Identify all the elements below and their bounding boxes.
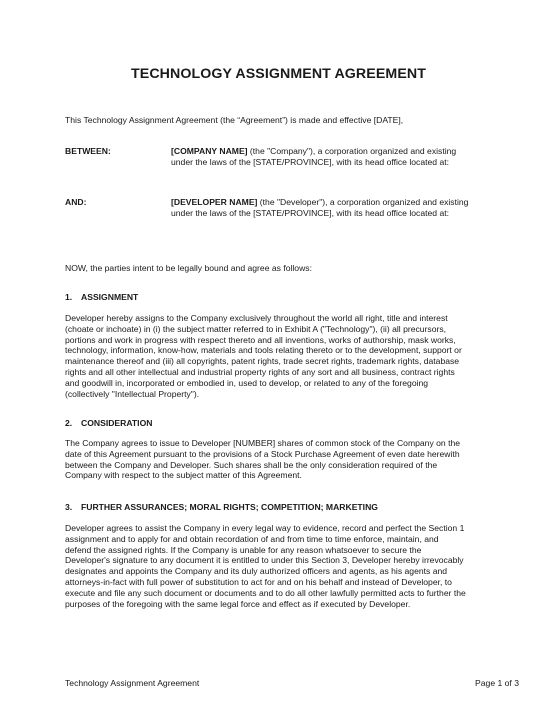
document-title: TECHNOLOGY ASSIGNMENT AGREEMENT <box>130 66 426 82</box>
body-line: Developer agrees to assist the Company in every legal way to evidence, record and perfect the Section 1 <box>65 523 465 533</box>
body-line: maintenance thereof and (iii) all copyrights, patent rights, trade secret rights, trademark rights, database <box>65 356 460 367</box>
section-number: 2. <box>65 418 73 428</box>
section-heading-consideration <box>65 418 152 429</box>
body-line: date of this Agreement pursuant to the provisions of a Stock Purchase Agreement of even date herewith <box>65 448 460 459</box>
body-line: Company with respect to the subject matter of this Agreement. <box>65 470 302 481</box>
footer-document-name: Technology Assignment Agreement <box>65 678 200 688</box>
intro-paragraph: This Technology Assignment Agreement (the “Agreement”) is made and effective [DATE], <box>65 115 404 125</box>
body-line: defend the assigned rights. If the Company is unable for any reason whatsoever to secure the <box>65 544 422 555</box>
company-name-placeholder: [COMPANY NAME] <box>171 146 248 156</box>
body-line: assignment and to apply for and obtain recordation of and from time to time enforce, maintain, and <box>65 533 439 544</box>
and-line-2: under the laws of the [STATE/PROVINCE], with its head office located at: <box>171 207 449 218</box>
body-line: execute and file any such document or documents and to do all other lawfully permitted acts to further the <box>65 587 466 598</box>
section-title: FURTHER ASSURANCES; MORAL RIGHTS; COMPETITION; MARKETING <box>81 502 378 512</box>
section-title: ASSIGNMENT <box>81 292 139 302</box>
body-line: purposes of the foregoing with the same legal force and effect as if executed by Developer. <box>65 598 411 609</box>
section-body-consideration <box>65 438 460 481</box>
body-line: (choate or inchoate) in (i) the subject matter referred to in Exhibit A ("Technology"), (ii) all precursors, <box>65 323 447 334</box>
footer-page-number: Page 1 of 3 <box>475 678 519 688</box>
developer-name-placeholder: [DEVELOPER NAME] <box>171 197 258 207</box>
body-line: designates and appoints the Company and its duly authorized officers and agents, as his agents and <box>65 566 448 577</box>
body-line: Developer hereby assigns to the Company exclusively throughout the world all right, title and interest <box>65 313 448 323</box>
body-line: technology, information, know-how, materials and tools relating thereto or to the development, support or <box>65 345 462 356</box>
section-heading-further-assurances <box>65 502 378 513</box>
section-body-further-assurances <box>65 523 466 609</box>
between-party-block <box>171 146 456 168</box>
body-line: (collectively "Intellectual Property"). <box>65 388 200 399</box>
and-line-1-rest: (the "Developer"), a corporation organized and existing <box>257 197 469 207</box>
body-line: rights and all other intellectual and industrial property rights of any sort and all business, contract rights <box>65 366 455 377</box>
section-heading-assignment <box>65 292 138 303</box>
body-line: portions and work in progress with respect thereto and all inventions, works of authorship, mask works, <box>65 334 456 345</box>
between-line-2: under the laws of the [STATE/PROVINCE], with its head office located at: <box>171 156 449 167</box>
body-line: and goodwill in, incorporated or embodied in, used to develop, or related to any of the foregoing <box>65 377 429 388</box>
body-line: between the Company and Developer. Such shares shall be the only consideration required of the <box>65 459 438 470</box>
section-number: 1. <box>65 292 73 302</box>
between-line-1-rest: (the "Company"), a corporation organized and existing <box>247 146 457 156</box>
and-label: AND: <box>65 197 87 207</box>
body-line: The Company agrees to issue to Developer [NUMBER] shares of common stock of the Company on the <box>65 438 461 448</box>
and-party-block <box>171 197 468 219</box>
section-title: CONSIDERATION <box>81 418 153 428</box>
between-line-1 <box>171 146 456 157</box>
body-line: attorneys-in-fact with full power of substitution to act for and on his behalf and instead of Developer, to <box>65 576 452 587</box>
body-line: Developer's signature to any document it is entitled to under this Section 3, Developer hereby irrevocably <box>65 555 464 566</box>
parties-intent-paragraph: NOW, the parties intent to be legally bound and agree as follows: <box>65 263 312 273</box>
between-label: BETWEEN: <box>65 146 111 156</box>
section-body-assignment <box>65 313 462 399</box>
and-line-1 <box>171 197 468 208</box>
section-number: 3. <box>65 502 73 512</box>
